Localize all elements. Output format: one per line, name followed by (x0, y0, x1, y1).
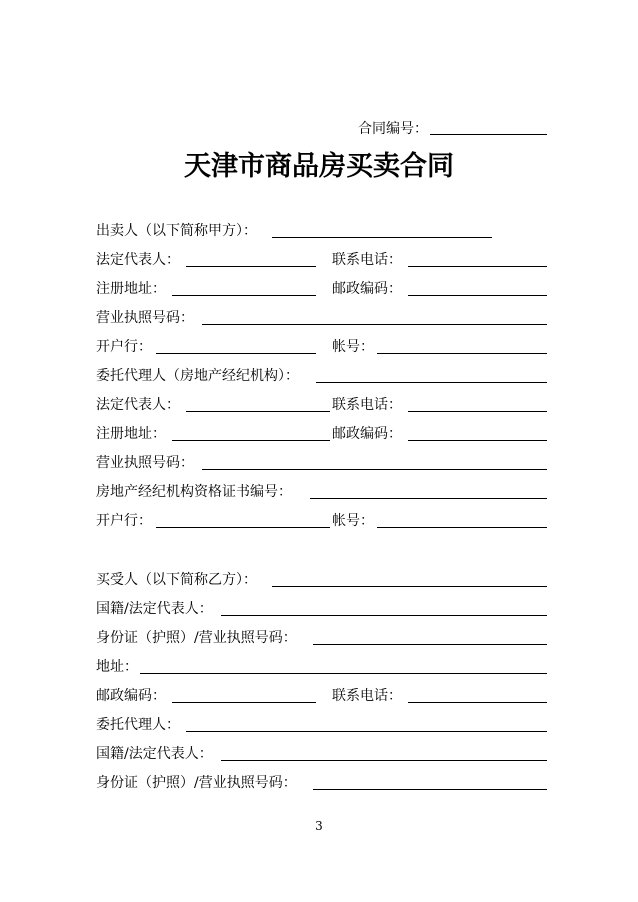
buyer-heading: 买受人（以下简称乙方）： (96, 572, 257, 588)
seller-postal-code-label: 邮政编码： (332, 281, 402, 297)
agent-postal-code-field[interactable] (408, 440, 547, 441)
buyer-address-label: 地址： (96, 659, 138, 675)
seller-legal-rep-field[interactable] (186, 266, 316, 267)
seller-reg-address-label: 注册地址： (96, 281, 166, 297)
agent-legal-rep-field[interactable] (186, 411, 330, 412)
buyer-nationality-label: 国籍/法定代表人： (96, 601, 213, 617)
agent-name-field[interactable] (316, 382, 547, 383)
agent-account-label: 帐号： (332, 513, 374, 529)
agent-phone-field[interactable] (408, 411, 547, 412)
agent-heading: 委托代理人（房地产经纪机构）： (96, 368, 299, 384)
buyer-phone-label: 联系电话： (332, 688, 402, 704)
contract-number-field[interactable] (430, 134, 547, 135)
agent-cert-field[interactable] (310, 498, 547, 499)
seller-reg-address-field[interactable] (172, 295, 316, 296)
proxy-id-field[interactable] (313, 789, 547, 790)
buyer-address-field[interactable] (140, 673, 547, 674)
agent-account-field[interactable] (377, 527, 547, 528)
buyer-id-field[interactable] (313, 644, 547, 645)
agent-bank-field[interactable] (156, 527, 330, 528)
agent-legal-rep-label: 法定代表人： (96, 397, 180, 413)
agent-postal-code-label: 邮政编码： (332, 426, 402, 442)
agent-cert-label: 房地产经纪机构资格证书编号： (96, 484, 292, 500)
seller-heading: 出卖人（以下简称甲方）： (96, 223, 257, 239)
seller-license-field[interactable] (202, 324, 547, 325)
buyer-postal-code-label: 邮政编码： (96, 688, 166, 704)
seller-account-label: 帐号： (332, 339, 374, 355)
agent-license-label: 营业执照号码： (96, 455, 194, 471)
seller-phone-field[interactable] (408, 266, 547, 267)
proxy-id-label: 身份证（护照）/营业执照号码： (96, 775, 297, 791)
buyer-phone-field[interactable] (408, 702, 547, 703)
buyer-proxy-label: 委托代理人： (96, 717, 180, 733)
proxy-nationality-field[interactable] (221, 760, 547, 761)
page-number: 3 (315, 819, 323, 833)
seller-name-field[interactable] (272, 237, 492, 238)
buyer-proxy-field[interactable] (186, 731, 547, 732)
agent-bank-label: 开户行： (96, 513, 152, 529)
seller-license-label: 营业执照号码： (96, 310, 194, 326)
agent-reg-address-label: 注册地址： (96, 426, 166, 442)
buyer-name-field[interactable] (272, 586, 547, 587)
buyer-nationality-field[interactable] (221, 615, 547, 616)
seller-phone-label: 联系电话： (332, 252, 402, 268)
document-title: 天津市商品房买卖合同 (184, 151, 454, 182)
seller-postal-code-field[interactable] (408, 295, 547, 296)
proxy-nationality-label: 国籍/法定代表人： (96, 746, 213, 762)
agent-phone-label: 联系电话： (332, 397, 402, 413)
buyer-id-label: 身份证（护照）/营业执照号码： (96, 630, 297, 646)
buyer-postal-code-field[interactable] (172, 702, 316, 703)
agent-reg-address-field[interactable] (172, 440, 330, 441)
seller-account-field[interactable] (377, 353, 547, 354)
seller-bank-label: 开户行： (96, 339, 152, 355)
agent-license-field[interactable] (202, 469, 547, 470)
seller-bank-field[interactable] (156, 353, 316, 354)
seller-legal-rep-label: 法定代表人： (96, 252, 180, 268)
contract-number-label: 合同编号： (358, 121, 428, 137)
